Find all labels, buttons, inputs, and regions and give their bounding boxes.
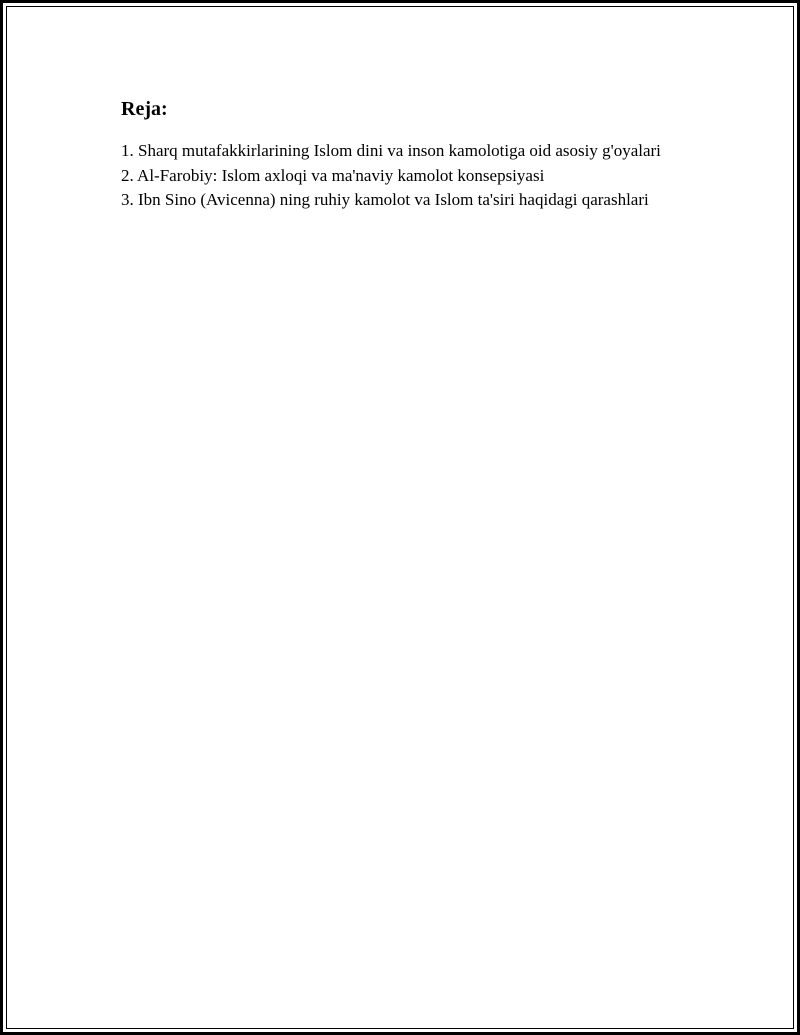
plan-item-3: 3. Ibn Sino (Avicenna) ning ruhiy kamolot va Islom ta'siri haqidagi qarashlari	[121, 190, 649, 209]
plan-heading: Reja:	[121, 98, 168, 120]
document-content	[121, 95, 661, 213]
plan-list	[121, 139, 661, 213]
plan-item-1: 1. Sharq mutafakkirlarining Islom dini va inson kamolotiga oid asosiy g'oyalari	[121, 141, 661, 160]
plan-item-2: 2. Al-Farobiy: Islom axloqi va ma'naviy kamolot konsepsiyasi	[121, 165, 545, 185]
